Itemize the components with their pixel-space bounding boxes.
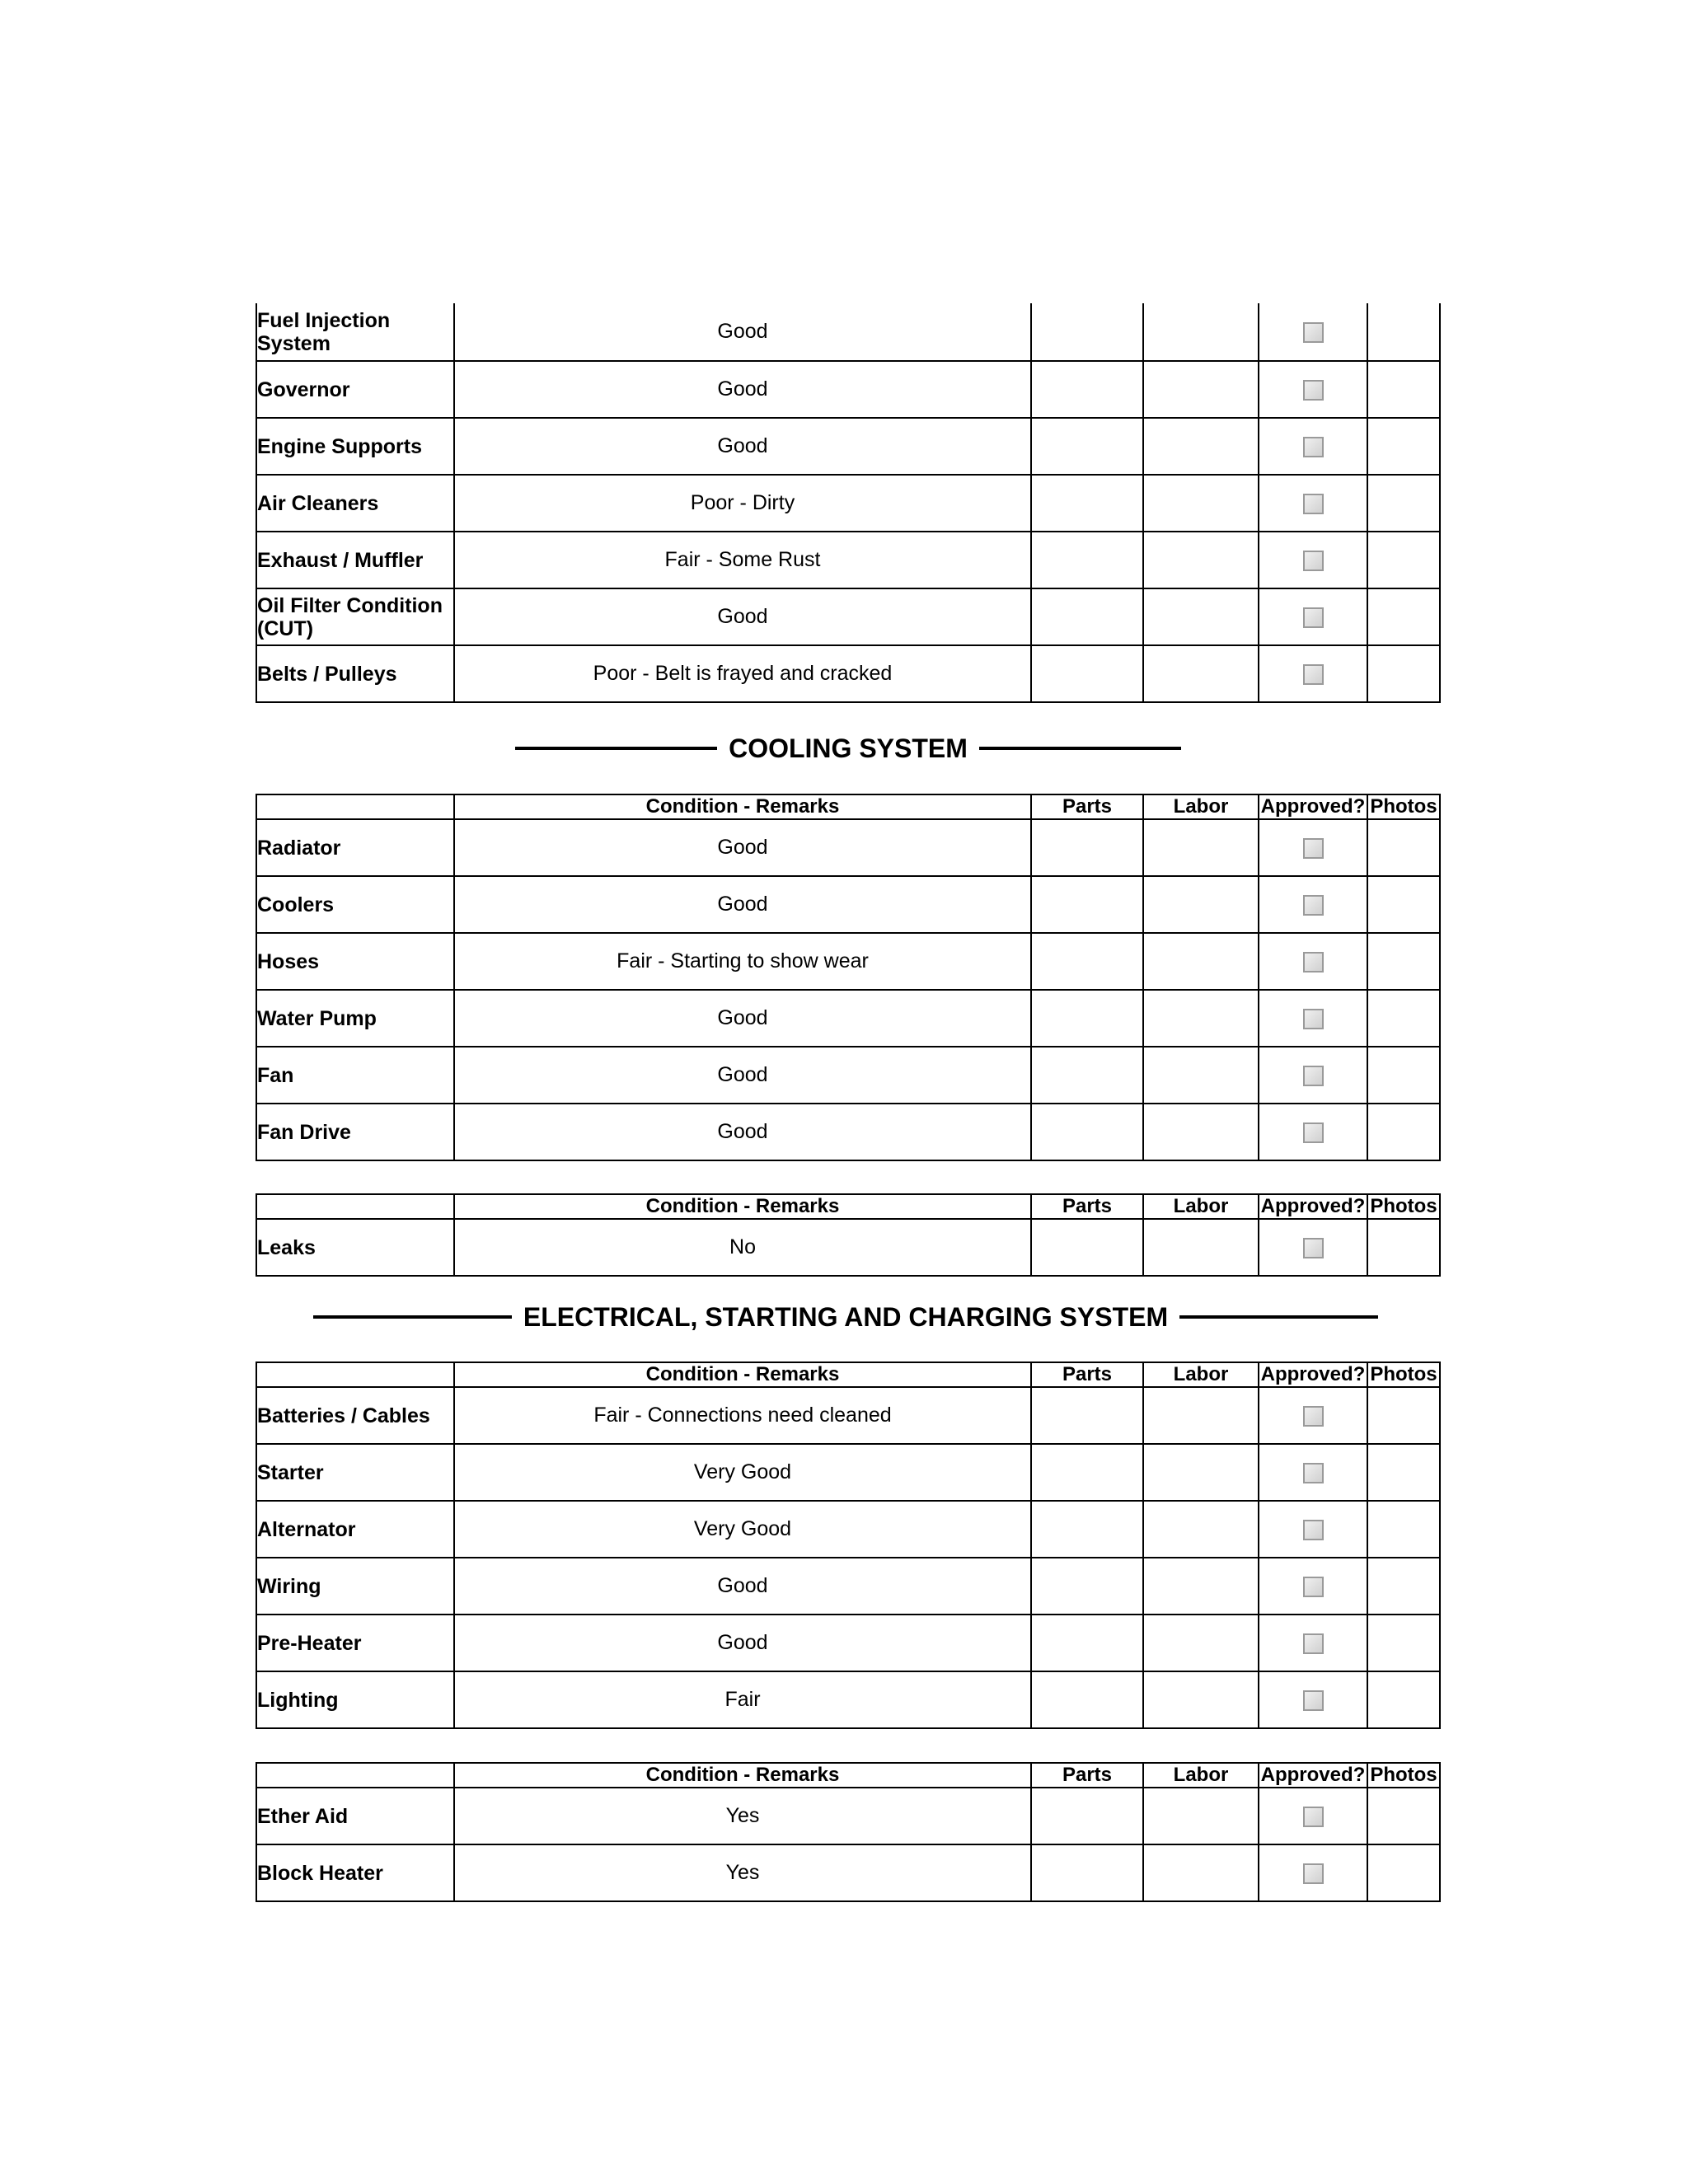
approved-checkbox[interactable] — [1303, 322, 1324, 343]
condition-value: Good — [454, 1047, 1031, 1104]
engine-table — [256, 303, 1441, 703]
approved-cell — [1259, 1671, 1367, 1728]
condition-value: Good — [454, 1104, 1031, 1160]
labor-cell — [1143, 475, 1259, 532]
condition-header: Condition - Remarks — [454, 1763, 1031, 1788]
labor-cell — [1143, 1444, 1259, 1501]
approved-checkbox[interactable] — [1303, 1633, 1324, 1654]
approved-checkbox[interactable] — [1303, 664, 1324, 685]
table-row — [256, 1844, 1440, 1901]
photos-cell — [1367, 303, 1440, 361]
table-row — [256, 876, 1440, 933]
labor-cell — [1143, 1047, 1259, 1104]
parts-cell — [1031, 475, 1143, 532]
table-row — [256, 1387, 1440, 1444]
labor-cell — [1143, 1387, 1259, 1444]
table-row — [256, 361, 1440, 418]
condition-value: No — [454, 1219, 1031, 1276]
photos-cell — [1367, 1501, 1440, 1558]
photos-cell — [1367, 475, 1440, 532]
parts-cell — [1031, 1047, 1143, 1104]
labor-cell — [1143, 1104, 1259, 1160]
photos-cell — [1367, 1558, 1440, 1615]
table-row — [256, 1788, 1440, 1844]
item-label: Leaks — [256, 1219, 454, 1276]
condition-value: Yes — [454, 1788, 1031, 1844]
approved-checkbox[interactable] — [1303, 380, 1324, 401]
approved-cell — [1259, 933, 1367, 990]
condition-value: Fair - Connections need cleaned — [454, 1387, 1031, 1444]
parts-cell — [1031, 876, 1143, 933]
heading-rule — [979, 747, 1181, 750]
approved-checkbox[interactable] — [1303, 551, 1324, 571]
photos-cell — [1367, 361, 1440, 418]
approved-checkbox[interactable] — [1303, 1009, 1324, 1029]
labor-cell — [1143, 1788, 1259, 1844]
condition-value: Poor - Dirty — [454, 475, 1031, 532]
labor-cell — [1143, 990, 1259, 1047]
table-row — [256, 645, 1440, 702]
item-label: Engine Supports — [256, 418, 454, 475]
table-row — [256, 1671, 1440, 1728]
photos-cell — [1367, 1219, 1440, 1276]
approved-checkbox[interactable] — [1303, 437, 1324, 457]
approved-checkbox[interactable] — [1303, 1066, 1324, 1086]
parts-header: Parts — [1031, 794, 1143, 819]
table-row — [256, 1104, 1440, 1160]
condition-header: Condition - Remarks — [454, 1362, 1031, 1387]
condition-value: Very Good — [454, 1501, 1031, 1558]
condition-value: Good — [454, 361, 1031, 418]
parts-cell — [1031, 1844, 1143, 1901]
parts-cell — [1031, 933, 1143, 990]
table-row — [256, 933, 1440, 990]
parts-cell — [1031, 1219, 1143, 1276]
condition-value: Good — [454, 588, 1031, 645]
approved-checkbox[interactable] — [1303, 1406, 1324, 1427]
approved-cell — [1259, 1444, 1367, 1501]
approved-cell — [1259, 588, 1367, 645]
parts-cell — [1031, 1615, 1143, 1671]
electrical-section-heading — [313, 1301, 1378, 1333]
approved-checkbox[interactable] — [1303, 1807, 1324, 1827]
approved-cell — [1259, 1501, 1367, 1558]
table-row — [256, 819, 1440, 876]
labor-cell — [1143, 361, 1259, 418]
labor-cell — [1143, 876, 1259, 933]
table-row — [256, 588, 1440, 645]
approved-cell — [1259, 819, 1367, 876]
labor-cell — [1143, 1501, 1259, 1558]
photos-cell — [1367, 1615, 1440, 1671]
condition-value: Very Good — [454, 1444, 1031, 1501]
approved-cell — [1259, 1387, 1367, 1444]
approved-cell — [1259, 303, 1367, 361]
parts-header: Parts — [1031, 1362, 1143, 1387]
condition-header: Condition - Remarks — [454, 794, 1031, 819]
labor-cell — [1143, 532, 1259, 588]
photos-cell — [1367, 418, 1440, 475]
approved-cell — [1259, 418, 1367, 475]
item-header — [256, 1763, 454, 1788]
approved-cell — [1259, 1558, 1367, 1615]
item-label: Wiring — [256, 1558, 454, 1615]
parts-cell — [1031, 1788, 1143, 1844]
parts-cell — [1031, 1558, 1143, 1615]
labor-cell — [1143, 1671, 1259, 1728]
labor-cell — [1143, 1558, 1259, 1615]
item-label: Fan — [256, 1047, 454, 1104]
photos-header: Photos — [1367, 1194, 1440, 1219]
photos-cell — [1367, 1387, 1440, 1444]
electrical-table-1 — [256, 1361, 1439, 1729]
approved-cell — [1259, 1219, 1367, 1276]
photos-header: Photos — [1367, 1362, 1440, 1387]
approved-checkbox[interactable] — [1303, 1577, 1324, 1597]
photos-header: Photos — [1367, 794, 1440, 819]
photos-cell — [1367, 1844, 1440, 1901]
labor-cell — [1143, 645, 1259, 702]
condition-value: Fair - Starting to show wear — [454, 933, 1031, 990]
table-row — [256, 1047, 1440, 1104]
approved-cell — [1259, 1615, 1367, 1671]
item-label: Governor — [256, 361, 454, 418]
labor-cell — [1143, 1219, 1259, 1276]
approved-cell — [1259, 475, 1367, 532]
approved-header: Approved? — [1259, 1362, 1367, 1387]
table-row — [256, 303, 1440, 361]
approved-checkbox[interactable] — [1303, 895, 1324, 916]
condition-header: Condition - Remarks — [454, 1194, 1031, 1219]
item-label: Water Pump — [256, 990, 454, 1047]
condition-value: Good — [454, 303, 1031, 361]
labor-cell — [1143, 588, 1259, 645]
item-label: Hoses — [256, 933, 454, 990]
photos-cell — [1367, 933, 1440, 990]
condition-value: Fair - Some Rust — [454, 532, 1031, 588]
labor-header: Labor — [1143, 1194, 1259, 1219]
item-label: Ether Aid — [256, 1788, 454, 1844]
parts-cell — [1031, 1671, 1143, 1728]
table-header-row — [256, 794, 1440, 819]
approved-cell — [1259, 876, 1367, 933]
labor-cell — [1143, 933, 1259, 990]
photos-cell — [1367, 1671, 1440, 1728]
item-label: Pre-Heater — [256, 1615, 454, 1671]
table-row — [256, 990, 1440, 1047]
approved-header: Approved? — [1259, 794, 1367, 819]
parts-cell — [1031, 303, 1143, 361]
condition-value: Good — [454, 418, 1031, 475]
approved-cell — [1259, 532, 1367, 588]
item-header — [256, 1194, 454, 1219]
item-header — [256, 1362, 454, 1387]
parts-cell — [1031, 990, 1143, 1047]
item-label: Coolers — [256, 876, 454, 933]
approved-header: Approved? — [1259, 1763, 1367, 1788]
parts-cell — [1031, 1444, 1143, 1501]
photos-cell — [1367, 1444, 1440, 1501]
parts-cell — [1031, 645, 1143, 702]
parts-cell — [1031, 361, 1143, 418]
table-row — [256, 1558, 1440, 1615]
photos-cell — [1367, 645, 1440, 702]
condition-value: Fair — [454, 1671, 1031, 1728]
item-label: Exhaust / Muffler — [256, 532, 454, 588]
condition-value: Good — [454, 990, 1031, 1047]
parts-cell — [1031, 1387, 1143, 1444]
photos-header: Photos — [1367, 1763, 1440, 1788]
labor-header: Labor — [1143, 1763, 1259, 1788]
item-header — [256, 794, 454, 819]
condition-value: Good — [454, 819, 1031, 876]
condition-value: Good — [454, 1558, 1031, 1615]
approved-checkbox[interactable] — [1303, 1520, 1324, 1540]
approved-cell — [1259, 1047, 1367, 1104]
approved-checkbox[interactable] — [1303, 1122, 1324, 1143]
approved-cell — [1259, 1788, 1367, 1844]
approved-header: Approved? — [1259, 1194, 1367, 1219]
table-row — [256, 532, 1440, 588]
table-row — [256, 418, 1440, 475]
table-row — [256, 1615, 1440, 1671]
approved-cell — [1259, 645, 1367, 702]
table-header-row — [256, 1763, 1440, 1788]
item-label: Starter — [256, 1444, 454, 1501]
photos-cell — [1367, 588, 1440, 645]
heading-rule — [1179, 1315, 1378, 1319]
table-row — [256, 1219, 1440, 1276]
parts-cell — [1031, 819, 1143, 876]
approved-checkbox[interactable] — [1303, 1463, 1324, 1483]
condition-value: Poor - Belt is frayed and cracked — [454, 645, 1031, 702]
labor-cell — [1143, 1844, 1259, 1901]
parts-cell — [1031, 418, 1143, 475]
item-label: Radiator — [256, 819, 454, 876]
heading-rule — [515, 747, 717, 750]
parts-cell — [1031, 532, 1143, 588]
heading-rule — [313, 1315, 512, 1319]
labor-header: Labor — [1143, 794, 1259, 819]
section-title: COOLING SYSTEM — [729, 733, 968, 763]
approved-checkbox[interactable] — [1303, 607, 1324, 628]
item-label: Alternator — [256, 1501, 454, 1558]
labor-cell — [1143, 418, 1259, 475]
approved-checkbox[interactable] — [1303, 1238, 1324, 1258]
photos-cell — [1367, 1104, 1440, 1160]
labor-cell — [1143, 303, 1259, 361]
item-label: Fan Drive — [256, 1104, 454, 1160]
section-title: ELECTRICAL, STARTING AND CHARGING SYSTEM — [523, 1301, 1169, 1332]
labor-cell — [1143, 819, 1259, 876]
parts-cell — [1031, 588, 1143, 645]
table-header-row — [256, 1362, 1440, 1387]
photos-cell — [1367, 990, 1440, 1047]
photos-cell — [1367, 532, 1440, 588]
engine-continued-section — [256, 303, 1439, 703]
approved-checkbox[interactable] — [1303, 952, 1324, 972]
item-label: Lighting — [256, 1671, 454, 1728]
condition-value: Yes — [454, 1844, 1031, 1901]
item-label: Air Cleaners — [256, 475, 454, 532]
table-row — [256, 1444, 1440, 1501]
cooling-table-1 — [256, 794, 1439, 1161]
approved-checkbox[interactable] — [1303, 838, 1324, 859]
item-label: Fuel Injection System — [256, 303, 454, 361]
condition-value: Good — [454, 876, 1031, 933]
parts-header: Parts — [1031, 1194, 1143, 1219]
table-row — [256, 1501, 1440, 1558]
approved-checkbox[interactable] — [1303, 494, 1324, 514]
approved-checkbox[interactable] — [1303, 1863, 1324, 1884]
parts-cell — [1031, 1501, 1143, 1558]
photos-cell — [1367, 1047, 1440, 1104]
approved-cell — [1259, 990, 1367, 1047]
item-label: Batteries / Cables — [256, 1387, 454, 1444]
item-label: Oil Filter Condition (CUT) — [256, 588, 454, 645]
approved-cell — [1259, 361, 1367, 418]
approved-cell — [1259, 1844, 1367, 1901]
cooling-table-2 — [256, 1193, 1439, 1277]
photos-cell — [1367, 1788, 1440, 1844]
item-label: Belts / Pulleys — [256, 645, 454, 702]
photos-cell — [1367, 819, 1440, 876]
parts-cell — [1031, 1104, 1143, 1160]
table-row — [256, 475, 1440, 532]
condition-value: Good — [454, 1615, 1031, 1671]
electrical-table-2 — [256, 1762, 1439, 1902]
labor-cell — [1143, 1615, 1259, 1671]
table-header-row — [256, 1194, 1440, 1219]
item-label: Block Heater — [256, 1844, 454, 1901]
labor-header: Labor — [1143, 1362, 1259, 1387]
approved-checkbox[interactable] — [1303, 1690, 1324, 1711]
parts-header: Parts — [1031, 1763, 1143, 1788]
approved-cell — [1259, 1104, 1367, 1160]
photos-cell — [1367, 876, 1440, 933]
cooling-section-heading — [515, 732, 1181, 765]
